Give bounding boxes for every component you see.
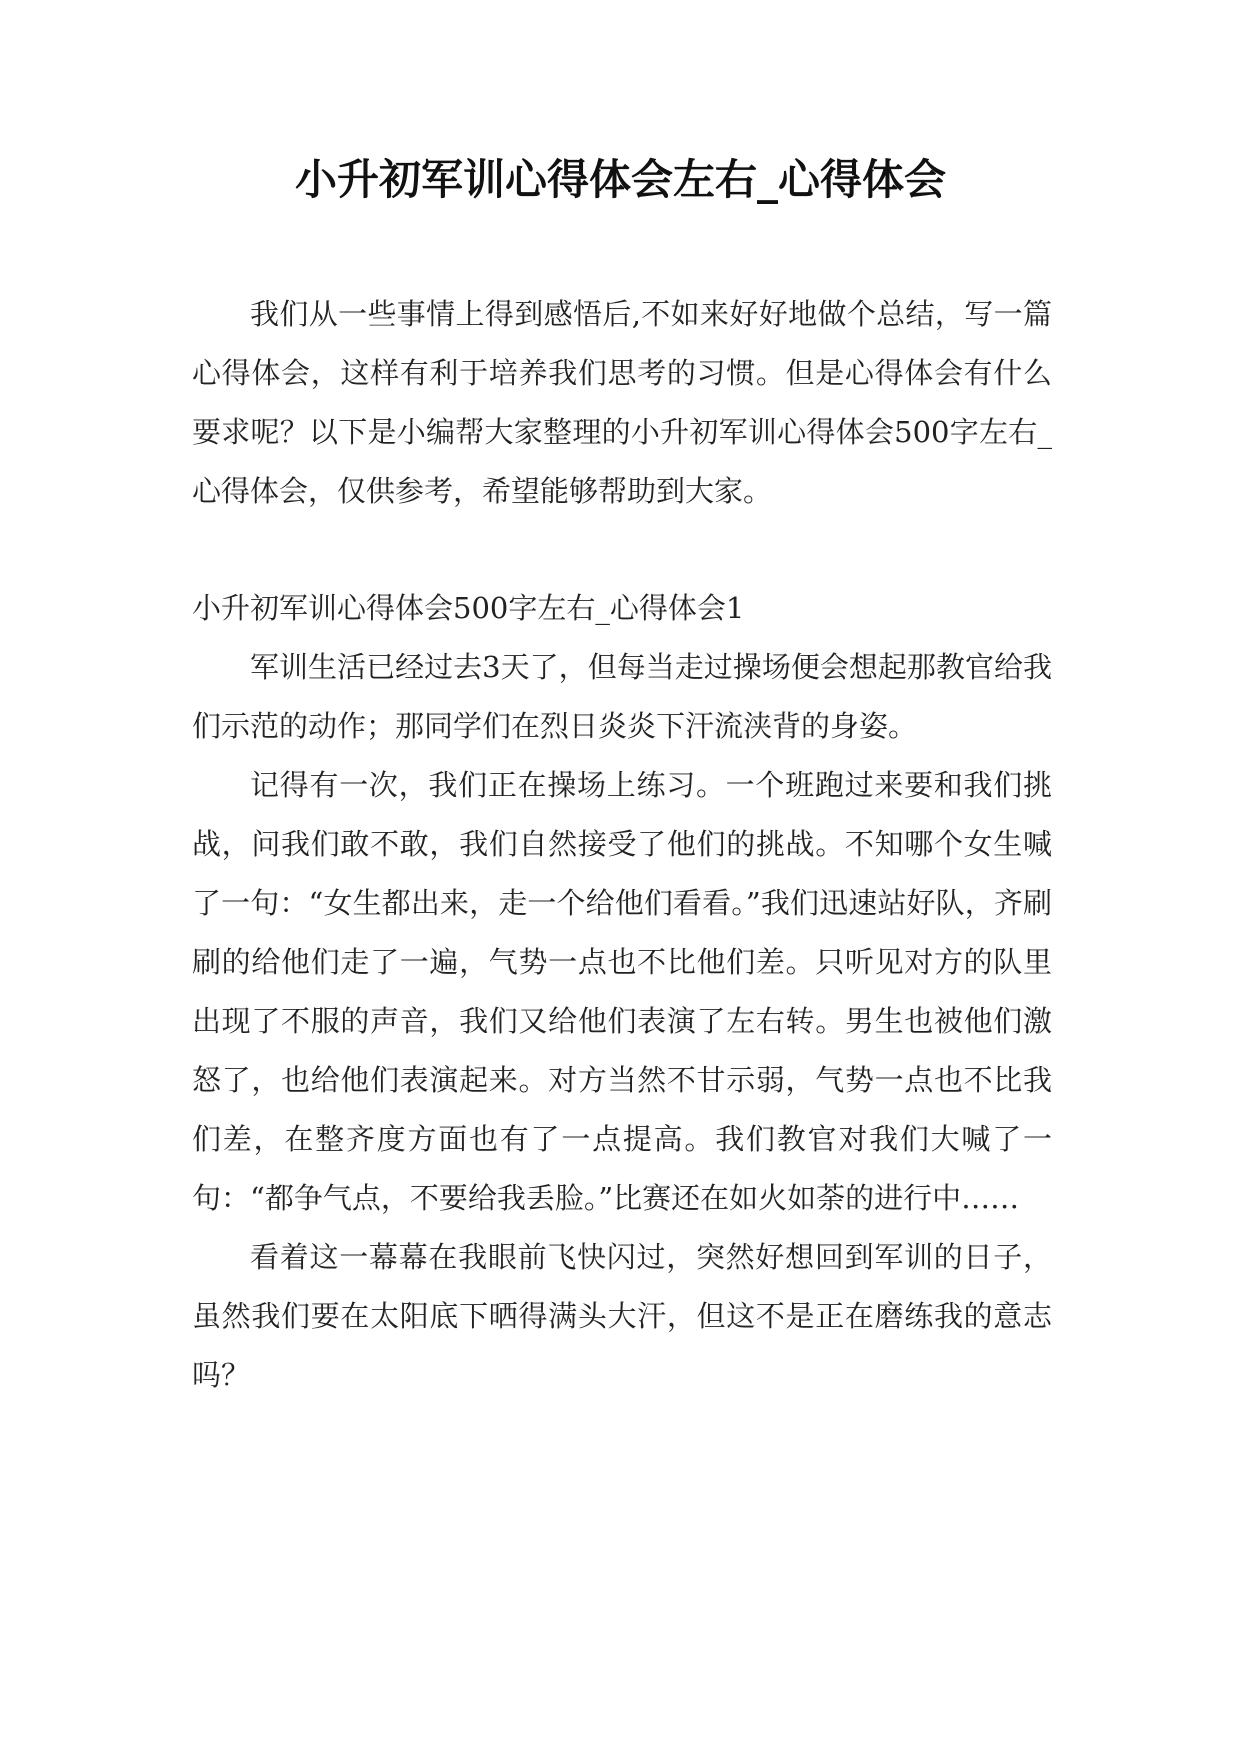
- body-paragraph-3: 看着这一幕幕在我眼前飞快闪过，突然好想回到军训的日子，虽然我们要在太阳底下晒得满头大汗，但这不是正在磨练我的意志吗？: [192, 1240, 1052, 1392]
- intro-paragraph: 我们从一些事情上得到感悟后,不如来好好地做个总结，写一篇心得体会，这样有利于培养我们思考的习惯。但是心得体会有什么要求呢？以下是小编帮大家整理的小升初军训心得体会500字左右_心得体会，仅供参考，希望能够帮助到大家。: [192, 297, 1052, 508]
- document-title: 小升初军训心得体会左右_心得体会: [294, 155, 946, 204]
- body-paragraph-2: 记得有一次，我们正在操场上练习。一个班跑过来要和我们挑战，问我们敢不敢，我们自然接受了他们的挑战。不知哪个女生喊了一句：“女生都出来，走一个给他们看看。”我们迅速站好队，齐刷刷的给他们走了一遍，气势一点也不比他们差。只听见对方的队里出现了不服的声音，我们又给他们表演了左右转。男生也被他们激怒了，也给他们表演起来。对方当然不甘示弱，气势一点也不比我们差，在整齐度方面也有了一点提高。我们教官对我们大喊了一句：“都争气点，不要给我丢脸。”比赛还在如火如荼的进行中……: [192, 768, 1052, 1215]
- document-body: [192, 285, 1052, 1405]
- body-paragraph-1: 军训生活已经过去3天了，但每当走过操场便会想起那教官给我们示范的动作；那同学们在烈日炎炎下汗流浃背的身姿。: [192, 650, 1052, 743]
- section-heading: 小升初军训心得体会500字左右_心得体会1: [192, 591, 745, 625]
- section-spacer: [192, 521, 1052, 579]
